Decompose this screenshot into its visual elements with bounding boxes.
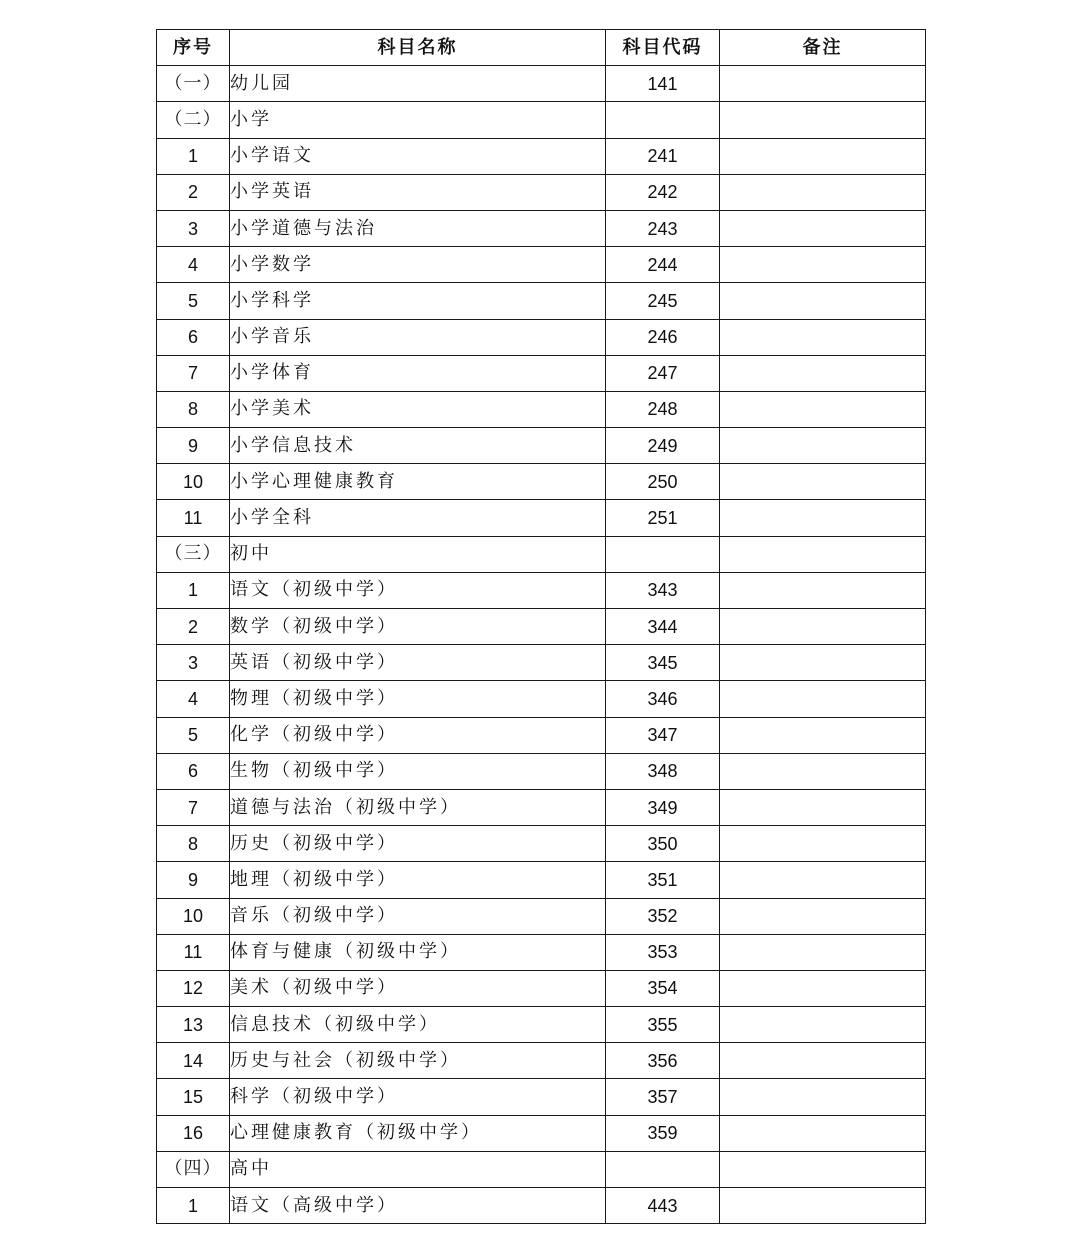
row-subject-code: 347 [606, 717, 720, 753]
row-note [720, 572, 926, 608]
row-subject-name: 小学数学 [230, 247, 606, 283]
row-subject-code: 354 [606, 970, 720, 1006]
row-index: 4 [157, 681, 230, 717]
table-row [157, 970, 926, 1006]
row-note [720, 645, 926, 681]
row-index: 7 [157, 355, 230, 391]
row-index: 1 [157, 138, 230, 174]
table-row [157, 174, 926, 210]
row-subject-code: 443 [606, 1188, 720, 1224]
table-body [157, 66, 926, 1224]
row-note [720, 355, 926, 391]
header-note: 备注 [720, 30, 926, 66]
table-row [157, 391, 926, 427]
row-index: 7 [157, 789, 230, 825]
row-subject-name: 小学信息技术 [230, 428, 606, 464]
row-subject-name: 幼儿园 [230, 66, 606, 102]
row-note [720, 247, 926, 283]
row-index: 2 [157, 174, 230, 210]
row-subject-code: 246 [606, 319, 720, 355]
row-note [720, 1043, 926, 1079]
row-subject-name: 小学体育 [230, 355, 606, 391]
row-subject-code: 356 [606, 1043, 720, 1079]
row-subject-code: 357 [606, 1079, 720, 1115]
row-subject-code: 242 [606, 174, 720, 210]
row-subject-code: 352 [606, 898, 720, 934]
row-index: 4 [157, 247, 230, 283]
row-index: 8 [157, 391, 230, 427]
row-subject-name: 小学道德与法治 [230, 210, 606, 246]
row-subject-code: 241 [606, 138, 720, 174]
row-subject-name: 初中 [230, 536, 606, 572]
row-index: 5 [157, 283, 230, 319]
table-row [157, 934, 926, 970]
table-row [157, 428, 926, 464]
row-index: 9 [157, 428, 230, 464]
row-subject-code: 348 [606, 753, 720, 789]
row-index: （二） [157, 102, 230, 138]
row-subject-name: 科学（初级中学） [230, 1079, 606, 1115]
row-subject-name: 数学（初级中学） [230, 609, 606, 645]
row-index: 6 [157, 319, 230, 355]
table-row [157, 1079, 926, 1115]
table-row [157, 319, 926, 355]
row-subject-name: 地理（初级中学） [230, 862, 606, 898]
table-row [157, 1007, 926, 1043]
row-note [720, 102, 926, 138]
table-row [157, 355, 926, 391]
row-subject-name: 小学全科 [230, 500, 606, 536]
table-row [157, 1115, 926, 1151]
row-subject-code [606, 102, 720, 138]
row-index: 10 [157, 464, 230, 500]
row-index: 3 [157, 645, 230, 681]
row-note [720, 970, 926, 1006]
table-row [157, 500, 926, 536]
row-subject-name: 心理健康教育（初级中学） [230, 1115, 606, 1151]
row-note [720, 210, 926, 246]
row-note [720, 138, 926, 174]
row-subject-name: 小学 [230, 102, 606, 138]
table-row [157, 898, 926, 934]
table-row [157, 789, 926, 825]
row-subject-name: 语文（高级中学） [230, 1188, 606, 1224]
row-note [720, 789, 926, 825]
row-note [720, 536, 926, 572]
row-subject-code: 243 [606, 210, 720, 246]
row-subject-name: 化学（初级中学） [230, 717, 606, 753]
table-row [157, 572, 926, 608]
row-note [720, 826, 926, 862]
row-note [720, 428, 926, 464]
row-note [720, 500, 926, 536]
row-index: 8 [157, 826, 230, 862]
row-subject-code: 359 [606, 1115, 720, 1151]
row-note [720, 1115, 926, 1151]
table-row [157, 138, 926, 174]
row-index: 15 [157, 1079, 230, 1115]
table-row [157, 826, 926, 862]
row-subject-code: 248 [606, 391, 720, 427]
row-subject-code: 346 [606, 681, 720, 717]
row-index: 9 [157, 862, 230, 898]
table-row [157, 609, 926, 645]
row-subject-code: 344 [606, 609, 720, 645]
table-row [157, 717, 926, 753]
row-subject-name: 物理（初级中学） [230, 681, 606, 717]
row-subject-name: 生物（初级中学） [230, 753, 606, 789]
row-index: 3 [157, 210, 230, 246]
row-index: 10 [157, 898, 230, 934]
row-index: 11 [157, 934, 230, 970]
row-subject-code: 251 [606, 500, 720, 536]
table-row [157, 247, 926, 283]
row-note [720, 464, 926, 500]
row-subject-code [606, 1151, 720, 1187]
row-index: 13 [157, 1007, 230, 1043]
row-note [720, 1188, 926, 1224]
table-row [157, 102, 926, 138]
row-note [720, 1079, 926, 1115]
row-subject-name: 体育与健康（初级中学） [230, 934, 606, 970]
row-subject-name: 历史与社会（初级中学） [230, 1043, 606, 1079]
table-row [157, 1151, 926, 1187]
row-index: 1 [157, 1188, 230, 1224]
row-subject-name: 信息技术（初级中学） [230, 1007, 606, 1043]
row-subject-name: 小学英语 [230, 174, 606, 210]
row-subject-name: 高中 [230, 1151, 606, 1187]
row-index: （四） [157, 1151, 230, 1187]
table-header-row [157, 30, 926, 66]
row-note [720, 1007, 926, 1043]
row-index: 2 [157, 609, 230, 645]
row-note [720, 391, 926, 427]
row-subject-name: 小学心理健康教育 [230, 464, 606, 500]
row-subject-code: 351 [606, 862, 720, 898]
row-subject-name: 小学科学 [230, 283, 606, 319]
row-note [720, 174, 926, 210]
row-subject-name: 道德与法治（初级中学） [230, 789, 606, 825]
row-subject-name: 英语（初级中学） [230, 645, 606, 681]
row-index: （三） [157, 536, 230, 572]
header-index: 序号 [157, 30, 230, 66]
table-row [157, 1188, 926, 1224]
row-subject-code: 244 [606, 247, 720, 283]
row-subject-code: 350 [606, 826, 720, 862]
row-index: 14 [157, 1043, 230, 1079]
header-subject-name: 科目名称 [230, 30, 606, 66]
table-row [157, 753, 926, 789]
row-subject-code: 353 [606, 934, 720, 970]
row-subject-name: 美术（初级中学） [230, 970, 606, 1006]
table-row [157, 210, 926, 246]
row-index: 12 [157, 970, 230, 1006]
row-note [720, 681, 926, 717]
table-row [157, 862, 926, 898]
row-subject-code: 247 [606, 355, 720, 391]
row-note [720, 609, 926, 645]
table-row [157, 536, 926, 572]
row-subject-code: 249 [606, 428, 720, 464]
row-index: 1 [157, 572, 230, 608]
row-note [720, 1151, 926, 1187]
row-subject-name: 音乐（初级中学） [230, 898, 606, 934]
row-subject-code: 141 [606, 66, 720, 102]
row-note [720, 66, 926, 102]
subject-code-table [156, 29, 926, 1224]
row-subject-name: 小学音乐 [230, 319, 606, 355]
header-subject-code: 科目代码 [606, 30, 720, 66]
row-index: 11 [157, 500, 230, 536]
row-subject-code: 343 [606, 572, 720, 608]
row-index: 6 [157, 753, 230, 789]
row-subject-code: 250 [606, 464, 720, 500]
row-note [720, 934, 926, 970]
row-subject-name: 小学美术 [230, 391, 606, 427]
row-subject-name: 语文（初级中学） [230, 572, 606, 608]
row-note [720, 283, 926, 319]
table-row [157, 283, 926, 319]
table-row [157, 66, 926, 102]
row-subject-name: 历史（初级中学） [230, 826, 606, 862]
row-subject-code: 345 [606, 645, 720, 681]
table-row [157, 681, 926, 717]
row-note [720, 898, 926, 934]
row-note [720, 862, 926, 898]
table-row [157, 645, 926, 681]
row-subject-code: 245 [606, 283, 720, 319]
table-row [157, 1043, 926, 1079]
row-subject-code [606, 536, 720, 572]
row-subject-code: 355 [606, 1007, 720, 1043]
table-row [157, 464, 926, 500]
row-note [720, 753, 926, 789]
row-index: （一） [157, 66, 230, 102]
row-note [720, 319, 926, 355]
row-index: 5 [157, 717, 230, 753]
row-note [720, 717, 926, 753]
row-index: 16 [157, 1115, 230, 1151]
row-subject-code: 349 [606, 789, 720, 825]
row-subject-name: 小学语文 [230, 138, 606, 174]
